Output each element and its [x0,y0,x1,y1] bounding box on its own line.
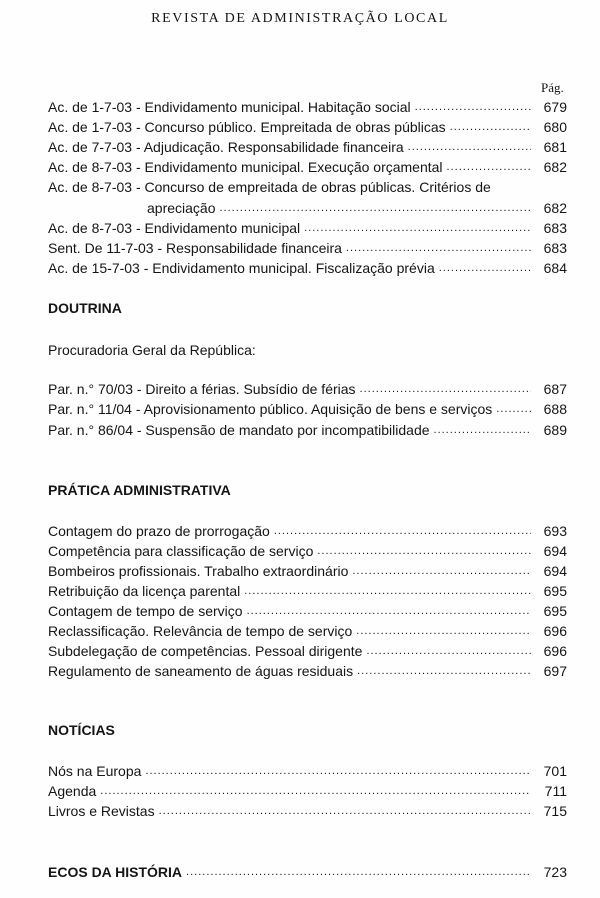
entry-title: Ac. de 15-7-03 - Endividamento municipal. Fiscalização prévia [48,260,435,276]
toc-entry [48,258,567,278]
dot-leader [434,420,531,440]
entry-title: Sent. De 11-7-03 - Responsabilidade financeira [48,240,342,256]
entry-page: 715 [543,803,567,819]
toc-entry [48,801,567,821]
entry-title: Ac. de 8-7-03 - Endividamento municipal [48,220,301,236]
entry-page: 696 [543,623,567,639]
dot-leader [159,801,531,821]
entry-page: 696 [543,643,567,659]
section-heading-doutrina: DOUTRINA [48,300,122,316]
toc-entry [48,379,567,399]
entry-title: Bombeiros profissionais. Trabalho extraordinário [48,563,349,579]
entry-page: 682 [543,200,567,216]
dot-leader [100,781,531,801]
toc-entry [48,238,567,258]
dot-leader [356,621,531,641]
entry-title: Contagem de tempo de serviço [48,603,243,619]
dot-leader [186,862,531,882]
entry-title: Nós na Europa [48,763,142,779]
entry-page: 683 [543,240,567,256]
entry-page: 681 [543,139,567,155]
entry-page: 687 [543,381,567,397]
entry-title: Regulamento de saneamento de águas residuais [48,663,354,679]
entry-page: 723 [543,864,567,880]
toc-entry [48,561,567,581]
dot-leader [496,399,531,419]
entry-page: 697 [543,663,567,679]
entry-page: 689 [543,422,567,438]
entry-page: 684 [543,260,567,276]
toc-entry [48,781,567,801]
dot-leader [366,641,531,661]
entry-page: 680 [543,119,567,135]
entry-title: Par. n.° 11/04 - Aprovisionamento público. Aquisição de bens e serviços [48,401,493,417]
toc-entry [48,641,567,661]
entry-page: 694 [543,543,567,559]
entry-title: Ac. de 8-7-03 - Concurso de empreitada de obras públicas. Critérios de [48,179,491,195]
entry-title: Ac. de 7-7-03 - Adjudicação. Responsabilidade financeira [48,139,404,155]
entry-title: Par. n.° 86/04 - Suspensão de mandato por incompatibilidade [48,422,430,438]
entry-page: 695 [543,603,567,619]
page-column-label: Pág. [541,80,564,95]
entry-title: Subdelegação de competências. Pessoal dirigente [48,643,363,659]
dot-leader [415,97,531,117]
dot-leader [247,601,531,621]
entry-page: 694 [543,563,567,579]
toc-entry-ecos [48,862,567,882]
entry-title: Livros e Revistas [48,803,155,819]
dot-leader [317,541,531,561]
entry-title-continuation: apreciação [147,200,216,216]
toc-entry [48,137,567,157]
dot-leader [352,561,531,581]
entry-title: Ac. de 8-7-03 - Endividamento municipal. Execução orçamental [48,159,443,175]
entry-page: 693 [543,523,567,539]
toc-entry [48,420,567,440]
section-heading-pratica: PRÁTICA ADMINISTRATIVA [48,482,231,498]
dot-leader [145,761,531,781]
section-heading-noticias: NOTÍCIAS [48,722,115,738]
entry-title: Retribuição da licença parental [48,583,241,599]
toc-entry [48,117,567,137]
dot-leader [447,157,531,177]
section-heading-ecos: ECOS DA HISTÓRIA [48,864,183,880]
entry-page: 711 [544,783,567,799]
toc-entry-continuation [147,198,567,218]
entry-page: 688 [543,401,567,417]
dot-leader [244,581,531,601]
toc-entry [48,521,567,541]
dot-leader [274,521,531,541]
entry-title: Contagem do prazo de prorrogação [48,523,270,539]
entry-title: Ac. de 1-7-03 - Concurso público. Empreitada de obras públicas [48,119,446,135]
toc-entry [48,601,567,621]
dot-leader [220,198,532,218]
toc-entry [48,399,567,419]
entry-title: Agenda [48,783,97,799]
dot-leader [439,258,531,278]
dot-leader [346,238,531,258]
entry-page: 701 [543,763,567,779]
toc-entry [48,157,567,177]
entry-title: Ac. de 1-7-03 - Endividamento municipal. Habitação social [48,99,411,115]
running-head: REVISTA DE ADMINISTRAÇÃO LOCAL [151,11,449,26]
entry-title: Par. n.° 70/03 - Direito a férias. Subsídio de férias [48,381,356,397]
toc-entry [48,218,567,238]
entry-title: Reclassificação. Relevância de tempo de serviço [48,623,353,639]
toc-entry [48,541,567,561]
dot-leader [408,137,531,157]
dot-leader [450,117,531,137]
toc-entry [48,97,567,117]
toc-entry [48,761,567,781]
entry-page: 682 [543,159,567,175]
dot-leader [357,661,531,681]
entry-page: 683 [543,220,567,236]
dot-leader [304,218,531,238]
entry-page: 679 [543,99,567,115]
toc-entry [48,581,567,601]
section-subheading: Procuradoria Geral da República: [48,342,256,358]
dot-leader [360,379,531,399]
entry-page: 695 [543,583,567,599]
toc-entry [48,661,567,681]
toc-entry [48,621,567,641]
entry-title: Competência para classificação de serviço [48,543,314,559]
